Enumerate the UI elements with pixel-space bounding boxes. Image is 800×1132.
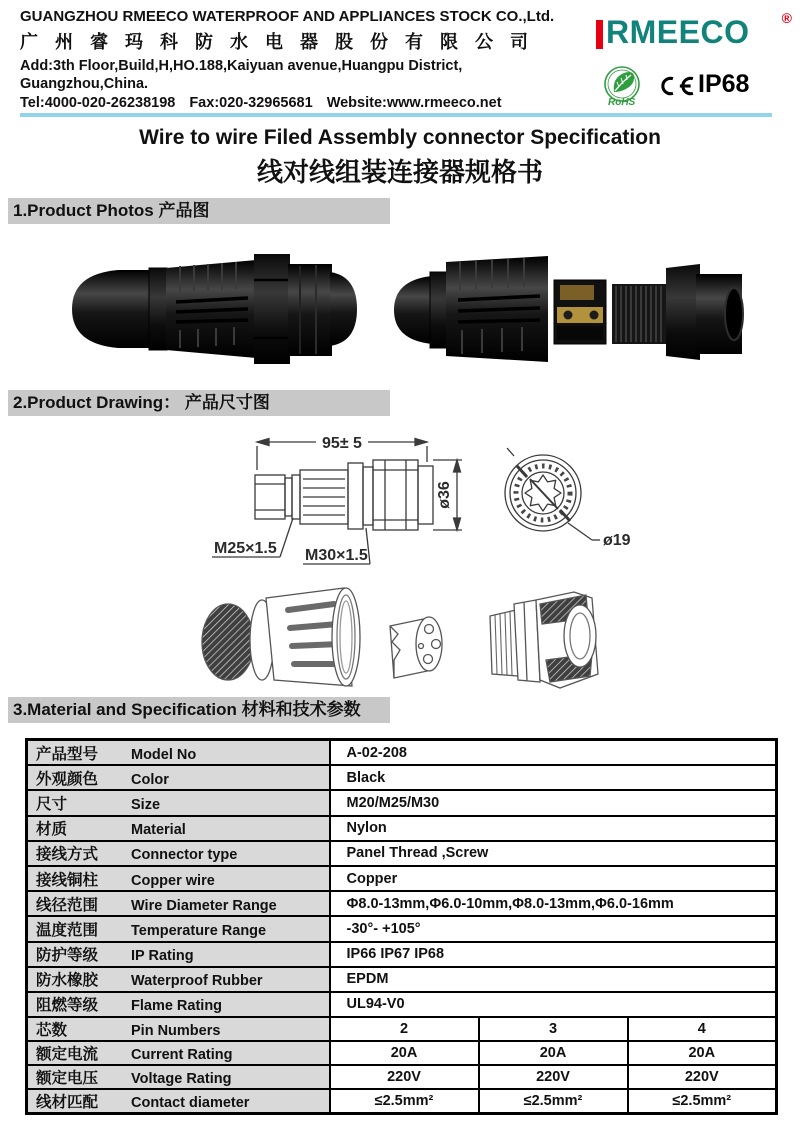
table-row xyxy=(27,967,777,992)
logo-red-bar-icon xyxy=(596,20,603,49)
dimension-drawing xyxy=(0,418,800,578)
row-label-cn: 额定电压 xyxy=(36,1070,99,1088)
row-label-cn: 材质 xyxy=(36,821,68,839)
thread-right-label: M30×1.5 xyxy=(305,547,368,564)
table-row xyxy=(27,992,777,1017)
registered-trademark-icon: ® xyxy=(781,10,792,26)
row-label-cn: 防水橡胶 xyxy=(36,972,99,990)
row-label-cn: 额定电流 xyxy=(36,1046,99,1064)
row-value-pin3: 3 xyxy=(479,1017,628,1041)
row-value: Nylon xyxy=(330,816,777,841)
table-row xyxy=(27,816,777,841)
table-row xyxy=(27,916,777,941)
row-label-en: Voltage Rating xyxy=(131,1071,232,1088)
company-name-en: GUANGZHOU RMEECO WATERPROOF AND APPLIANCES STOCK CO.,Ltd. xyxy=(20,8,555,25)
row-label-cn: 尺寸 xyxy=(36,795,68,813)
company-name-cn: 广 州 睿 玛 科 防 水 电 器 股 份 有 限 公 司 xyxy=(20,32,535,52)
row-label-cn: 防护等级 xyxy=(36,947,99,965)
product-photos xyxy=(0,230,800,392)
row-label-en: Temperature Range xyxy=(131,922,267,939)
row-label-en: Copper wire xyxy=(131,872,215,889)
brand-block xyxy=(594,10,794,110)
website: Website:www.rmeeco.net xyxy=(326,95,502,111)
row-label-cn: 产品型号 xyxy=(36,745,99,763)
row-value: 20A xyxy=(479,1041,628,1065)
table-row xyxy=(27,790,777,815)
section-2-header: 2.Product Drawing： 产品尺寸图 xyxy=(8,390,390,416)
ip68-rating: IP68 xyxy=(698,70,750,98)
row-label-en: Material xyxy=(131,822,186,839)
row-label-en: Flame Rating xyxy=(131,998,223,1015)
document-title-cn: 线对线组装连接器规格书 xyxy=(256,157,543,187)
tel: Tel:4000-020-26238198 xyxy=(20,95,176,111)
table-row xyxy=(27,891,777,916)
product-photo-disassembled xyxy=(394,256,743,362)
row-label-cn: 线材匹配 xyxy=(36,1094,99,1112)
row-value: 20A xyxy=(330,1041,479,1065)
exploded-drawing xyxy=(0,578,800,696)
thread-left-label: M25×1.5 xyxy=(214,540,277,557)
row-value: ≤2.5mm² xyxy=(330,1089,479,1114)
logo-brand-text: RMEECO xyxy=(606,14,750,50)
row-label-en: Size xyxy=(131,796,161,813)
row-value: -30°- +105° xyxy=(330,916,777,941)
row-value: M20/M25/M30 xyxy=(330,790,777,815)
certification-row xyxy=(594,64,794,110)
fax: Fax:020-32965681 xyxy=(189,95,313,111)
spec-table xyxy=(25,738,778,1115)
table-row xyxy=(27,942,777,967)
rmeeco-logo xyxy=(594,10,794,56)
row-value: 20A xyxy=(628,1041,777,1065)
table-row xyxy=(27,841,777,866)
table-row xyxy=(27,1065,777,1089)
row-label-cn: 外观颜色 xyxy=(36,770,99,788)
dim-length: 95± 5 xyxy=(322,435,362,452)
row-value: IP66 IP67 IP68 xyxy=(330,942,777,967)
row-value: 220V xyxy=(330,1065,479,1089)
front-diameter-label: ø19 xyxy=(603,532,631,549)
row-label-cn: 芯数 xyxy=(36,1022,68,1040)
row-label-cn: 阻燃等级 xyxy=(36,997,99,1015)
row-value: UL94-V0 xyxy=(330,992,777,1017)
dim-diameter: ø36 xyxy=(436,481,453,509)
row-label-en: Wire Diameter Range xyxy=(131,897,277,914)
table-row xyxy=(27,866,777,891)
row-label-cn: 接线方式 xyxy=(36,846,99,864)
table-row xyxy=(27,1041,777,1065)
product-photo-assembled xyxy=(72,254,357,364)
table-row xyxy=(27,740,777,766)
address-line2: Guangzhou,China. xyxy=(20,76,149,92)
row-value: Panel Thread ,Screw xyxy=(330,841,777,866)
row-value: Copper xyxy=(330,866,777,891)
document-title-en: Wire to wire Filed Assembly connector Specification xyxy=(139,126,661,149)
table-row xyxy=(27,1017,777,1041)
row-label-cn: 线径范围 xyxy=(36,896,99,914)
company-header xyxy=(20,8,610,111)
row-value: EPDM xyxy=(330,967,777,992)
row-label-cn: 温度范围 xyxy=(36,921,99,939)
table-row xyxy=(27,1089,777,1114)
row-value: ≤2.5mm² xyxy=(479,1089,628,1114)
row-value: 220V xyxy=(628,1065,777,1089)
table-row xyxy=(27,765,777,790)
ce-mark-icon xyxy=(656,74,696,103)
row-value-pin2: 2 xyxy=(330,1017,479,1041)
row-label-en: IP Rating xyxy=(131,948,194,965)
header-divider xyxy=(20,113,772,117)
row-value: A-02-208 xyxy=(330,740,777,766)
row-label-en: Waterproof Rubber xyxy=(131,973,263,990)
section-1-header: 1.Product Photos 产品图 xyxy=(8,198,390,224)
section-3-header: 3.Material and Specification 材料和技术参数 xyxy=(8,697,390,723)
row-value: ≤2.5mm² xyxy=(628,1089,777,1114)
row-value-pin4: 4 xyxy=(628,1017,777,1041)
row-label-cn: 接线铜柱 xyxy=(36,871,99,889)
contact-line xyxy=(20,95,610,111)
row-value: 220V xyxy=(479,1065,628,1089)
row-value: Φ8.0-13mm,Φ6.0-10mm,Φ8.0-13mm,Φ6.0-16mm xyxy=(330,891,777,916)
row-label-en: Pin Numbers xyxy=(131,1023,221,1040)
address-line1: Add:3th Floor,Build,H,HO.188,Kaiyuan avenue,Huangpu District, xyxy=(20,58,463,74)
row-label-en: Connector type xyxy=(131,847,238,864)
rohs-leaf-icon xyxy=(600,64,644,113)
row-label-en: Color xyxy=(131,771,169,788)
row-label-en: Model No xyxy=(131,746,197,763)
row-label-en: Contact diameter xyxy=(131,1095,250,1112)
row-label-en: Current Rating xyxy=(131,1047,233,1064)
row-value: Black xyxy=(330,765,777,790)
svg-text:RoHS: RoHS xyxy=(608,97,636,108)
